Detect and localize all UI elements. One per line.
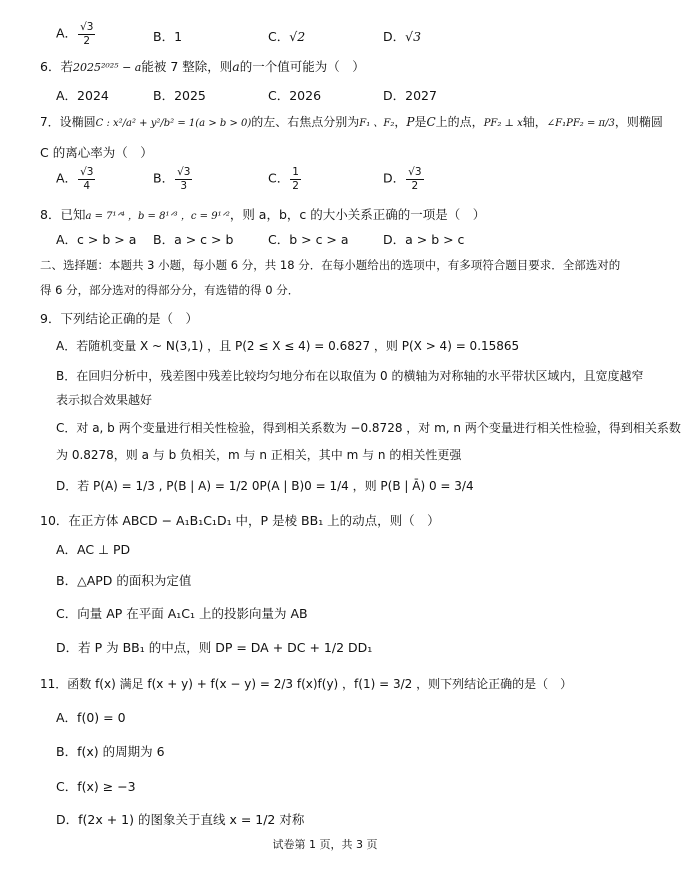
- q9-stem: 9．下列结论正确的是（ ）: [40, 311, 198, 326]
- q8-option-d: D．a > b > c: [383, 232, 465, 247]
- q7-option-d: D． $\frac{√3}{2}$: [383, 166, 422, 192]
- q5-option-c: C．√2: [268, 29, 306, 44]
- q11-option-d: D．f(2x + 1) 的图象关于直线 x = 1/2 对称: [56, 812, 305, 827]
- q7-option-a: A． $\frac{√3}{4}$: [56, 166, 94, 192]
- q9-option-c-line2: 为 0.8278，则 a 与 b 负相关，m 与 n 正相关，其中 m 与 n 的相关性更强: [56, 448, 462, 462]
- q7-stem-line2: C 的离心率为（ ）: [40, 145, 153, 160]
- q8-stem: 8．已知a = 7¹ᐟ⁴ ，b = 8¹ᐟ³ ，c = 9¹ᐟ²，则 a，b，c 的大小关系正确的一项是（ ）: [40, 207, 486, 222]
- q10-option-b: B．△APD 的面积为定值: [56, 573, 192, 588]
- q6-option-b: B．2025: [153, 88, 206, 103]
- q10-option-d: D．若 P 为 BB₁ 的中点，则 DP = DA + DC + 1/2 DD₁: [56, 640, 373, 655]
- section2-instructions-line1: 二、选择题：本题共 3 小题，每小题 6 分，共 18 分．在每小题给出的选项中，有多项符合题目要求．全部选对的: [40, 258, 621, 272]
- q6-option-c: C．2026: [268, 88, 322, 103]
- q5-option-a: A． $\frac{√3}{2}$: [56, 21, 94, 47]
- q8-option-a: A．c > b > a: [56, 232, 137, 247]
- q7-option-b: B． $\frac{√3}{3}$: [153, 166, 191, 192]
- section2-instructions-line2: 得 6 分，部分选对的得部分分，有选错的得 0 分．: [40, 283, 300, 297]
- q8-option-c: C．b > c > a: [268, 232, 349, 247]
- q7-stem-line1: 7．设椭圆C : x²/a² + y²/b² = 1(a > b > 0)的左、右焦点分别为F₁ 、F₂，P是C上的点，PF₂ ⊥ x轴，∠F₁PF₂ = π/3，则椭圆: [40, 115, 663, 129]
- q5-option-d: D．√3: [383, 29, 422, 44]
- q11-option-b: B．f(x) 的周期为 6: [56, 744, 165, 759]
- q10-option-c: C．向量 AP 在平面 A₁C₁ 上的投影向量为 AB: [56, 606, 308, 621]
- q6-stem: 6．若2025²⁰²⁵ − a能被 7 整除，则a的一个值可能为（ ）: [40, 59, 365, 74]
- q10-option-a: A．AC ⊥ PD: [56, 542, 131, 557]
- q6-option-d: D．2027: [383, 88, 437, 103]
- page-footer: 试卷第 1 页，共 3 页: [272, 838, 378, 851]
- q11-option-c: C．f(x) ≥ −3: [56, 779, 136, 794]
- q9-option-d: D．若 P(A) = 1/3 , P(B | A) = 1/2 0P(A | B)0 = 1/4 ，则 P(B | Ā) 0 = 3/4: [56, 479, 474, 493]
- q7-option-c: C． $\frac{1}{2}$: [268, 166, 299, 192]
- q5-option-b: B．1: [153, 29, 183, 44]
- q9-option-a: A．若随机变量 X ~ N(3,1) ，且 P(2 ≤ X ≤ 4) = 0.6827 ，则 P(X > 4) = 0.15865: [56, 339, 520, 353]
- q8-option-b: B．a > c > b: [153, 232, 234, 247]
- q10-stem: 10．在正方体 ABCD − A₁B₁C₁D₁ 中，P 是棱 BB₁ 上的动点，则（ ）: [40, 513, 440, 528]
- q6-option-a: A．2024: [56, 88, 109, 103]
- q9-option-c-line1: C．对 a, b 两个变量进行相关性检验，得到相关系数为 −0.8728 ，对 m, n 两个变量进行相关性检验，得到相关系数: [56, 421, 681, 435]
- q9-option-b-line2: 表示拟合效果越好: [56, 393, 153, 407]
- q9-option-b-line1: B．在回归分析中，残差图中残差比较均匀地分布在以取值为 0 的横轴为对称轴的水平带状区域内，且宽度越窄: [56, 369, 644, 383]
- q11-option-a: A．f(0) = 0: [56, 710, 126, 725]
- q11-stem: 11．函数 f(x) 满足 f(x + y) + f(x − y) = 2/3 f(x)f(y) ，f(1) = 3/2 ，则下列结论正确的是（ ）: [40, 677, 573, 691]
